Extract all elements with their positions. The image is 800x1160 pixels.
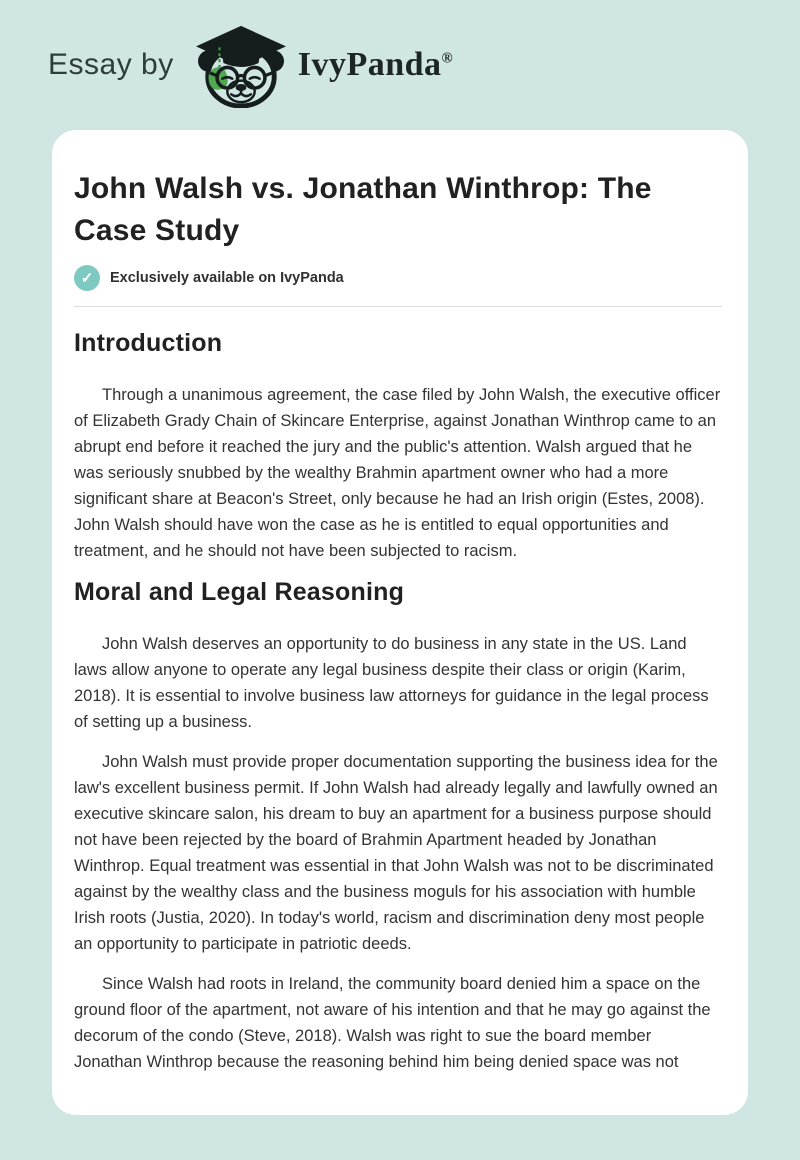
essay-by-label: Essay by [48, 48, 174, 81]
section-heading-introduction: Introduction [74, 329, 223, 357]
ivypanda-logo [190, 22, 292, 108]
paragraph: John Walsh must provide proper documentation supporting the business idea for the law's excellent business permit. If John Walsh had already legally and lawfully owned an executive skincare salon, his dream to buy an apartment for a business purpose should not have been rejected by the board of Brahmin Apartment headed by Jonathan Winthrop. Equal treatment was essential in that John Walsh was not to be discriminated against by the wealthy class and the business moguls for his association with humble Irish roots (Justia, 2020). In today's world, racism and discrimination deny most people an opportunity to participate in patriotic deeds. [74, 753, 718, 953]
paragraph: Through a unanimous agreement, the case filed by John Walsh, the executive officer of Elizabeth Grady Chain of Skincare Enterprise, against Jonathan Winthrop came to an abrupt end before it reached the jury and the public's attention. Walsh argued that he was seriously snubbed by the wealthy Brahmin apartment owner who had a more significant share at Beacon's Street, only because he had an Irish origin (Estes, 2008). John Walsh should have won the case as he is entitled to equal opportunities and treatment, and he should not have been subjected to racism. [74, 386, 721, 560]
essay-card [52, 130, 748, 1115]
page-title: John Walsh vs. Jonathan Winthrop: The Case Study [74, 172, 652, 247]
registered-mark: ® [441, 50, 454, 67]
brand-text: IvyPanda [297, 46, 442, 83]
section-heading-moral-legal-reasoning: Moral and Legal Reasoning [74, 578, 405, 606]
divider [74, 306, 722, 307]
panda-graduation-cap-icon [190, 22, 292, 108]
exclusive-badge [74, 265, 722, 291]
exclusive-badge-label: Exclusively available on IvyPanda [110, 270, 344, 286]
ivypanda-wordmark [298, 46, 454, 84]
checkmark-icon: ✓ [74, 265, 100, 291]
paragraph: Since Walsh had roots in Ireland, the community board denied him a space on the ground floor of the apartment, not aware of his intention and that he may go against the decorum of the condo (Steve, 2018). Walsh was right to sue the board member Jonathan Winthrop because the reasoning behind him being denied space was not [74, 975, 711, 1071]
header [0, 0, 800, 130]
paragraph: John Walsh deserves an opportunity to do business in any state in the US. Land laws allow anyone to operate any legal business despite their class or origin (Karim, 2018). It is essential to involve business law attorneys for guidance in the legal process of setting up a business. [74, 635, 709, 731]
